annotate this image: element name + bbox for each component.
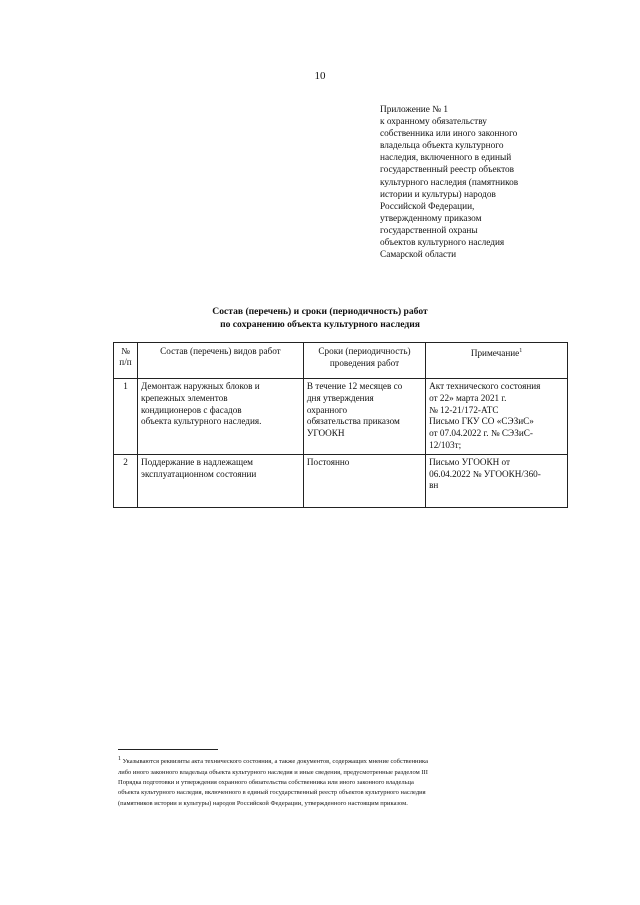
row-work xyxy=(138,454,304,507)
appendix-line: Приложение № 1 xyxy=(380,105,449,115)
footnote xyxy=(118,754,562,809)
appendix-line: истории и культуры) народов xyxy=(380,189,496,200)
row-number: 1 xyxy=(114,379,138,455)
cell-line: Демонтаж наружных блоков и xyxy=(141,381,260,391)
row-term xyxy=(303,379,425,455)
appendix-line: к охранному обязательству xyxy=(380,117,487,128)
document-title xyxy=(0,306,640,331)
header-number-line-1: № xyxy=(121,346,130,356)
header-note-label: Примечание xyxy=(470,348,520,359)
page-number: 10 xyxy=(314,70,326,82)
cell-line: 06.04.2022 № УГООКН/360- xyxy=(429,468,541,479)
cell-line: 12/103т; xyxy=(429,439,462,450)
footnote-text: Указываются реквизиты акта технического состояния, а также документов, содержащих мнение собственника xyxy=(122,758,428,766)
table-row xyxy=(114,379,568,455)
table-header-row xyxy=(114,343,568,379)
appendix-line: культурного наследия (памятников xyxy=(380,177,519,188)
title-line-2: по сохранению объекта культурного наследия xyxy=(220,318,420,330)
cell-line: Поддержание в надлежащем xyxy=(141,456,253,467)
cell-line: обязательства приказом xyxy=(306,416,400,427)
appendix-line: объектов культурного наследия xyxy=(380,238,505,249)
row-term xyxy=(303,454,425,507)
cell-line: крепежных элементов xyxy=(141,392,228,403)
footnote-marker: 1 xyxy=(118,756,121,762)
row-note xyxy=(426,379,568,455)
appendix-line: государственный реестр объектов xyxy=(380,165,515,176)
cell-line: Постоянно xyxy=(306,456,350,467)
cell-line: В течение 12 месяцев со xyxy=(306,381,403,391)
cell-line: вн xyxy=(429,480,439,491)
cell-line: охранного xyxy=(306,404,348,415)
cell-line: № 12-21/172-АТС xyxy=(429,404,499,415)
header-term-line-2: проведения работ xyxy=(329,357,400,368)
appendix-line: собственника или иного законного xyxy=(380,129,518,140)
cell-line: кондиционеров с фасадов xyxy=(141,404,242,415)
appendix-line: государственной охраны xyxy=(380,225,478,236)
row-work xyxy=(138,379,304,455)
header-term xyxy=(303,343,425,379)
cell-line: УГООКН xyxy=(306,428,345,439)
footnote-line: объекта культурного наследия, включенного в единый государственный реестр объектов культурного наследия xyxy=(118,789,426,797)
row-number: 2 xyxy=(114,454,138,507)
cell-line: Письмо УГООКН от xyxy=(429,456,511,467)
appendix-line: владельца объекта культурного xyxy=(380,141,504,152)
appendix-caption xyxy=(380,104,580,261)
cell-line: Письмо ГКУ СО «СЭЗиС» xyxy=(429,416,534,427)
cell-line: Акт технического состояния xyxy=(429,381,541,391)
cell-line: дня утверждения xyxy=(306,392,374,403)
cell-line: эксплуатационном состоянии xyxy=(141,468,257,479)
footnote-line: (памятников истории и культуры) народов Российской Федерации, утвержденного настоящим приказом. xyxy=(118,799,408,807)
works-table xyxy=(113,342,568,508)
table-row xyxy=(114,454,568,507)
appendix-line: наследия, включенного в единый xyxy=(380,153,512,164)
cell-line: объекта культурного наследия. xyxy=(141,416,262,427)
row-note xyxy=(426,454,568,507)
appendix-line: Российской Федерации, xyxy=(380,201,475,212)
appendix-line: утвержденному приказом xyxy=(380,213,482,224)
footnote-reference: 1 xyxy=(519,348,523,354)
footnote-line xyxy=(118,754,562,768)
header-number-line-2: п/п xyxy=(119,357,132,367)
footnote-line: либо иного законного владельца объекта культурного наследия и иные сведения, предусмотренные разделом III xyxy=(118,768,428,776)
header-note xyxy=(426,343,568,379)
footnote-separator xyxy=(118,749,218,750)
header-number xyxy=(114,343,138,379)
footnote-line: Порядка подготовки и утверждения охранного обязательства собственника или иного законного владельца xyxy=(118,778,414,786)
cell-line: от 07.04.2022 г. № СЭЗиС- xyxy=(429,428,533,439)
appendix-line: Самарской области xyxy=(380,250,457,261)
header-term-line-1: Сроки (периодичность) xyxy=(318,346,411,356)
cell-line: от 22» марта 2021 г. xyxy=(429,392,507,403)
header-work: Состав (перечень) видов работ xyxy=(138,343,304,379)
title-line-1: Состав (перечень) и сроки (периодичность) работ xyxy=(212,306,428,317)
